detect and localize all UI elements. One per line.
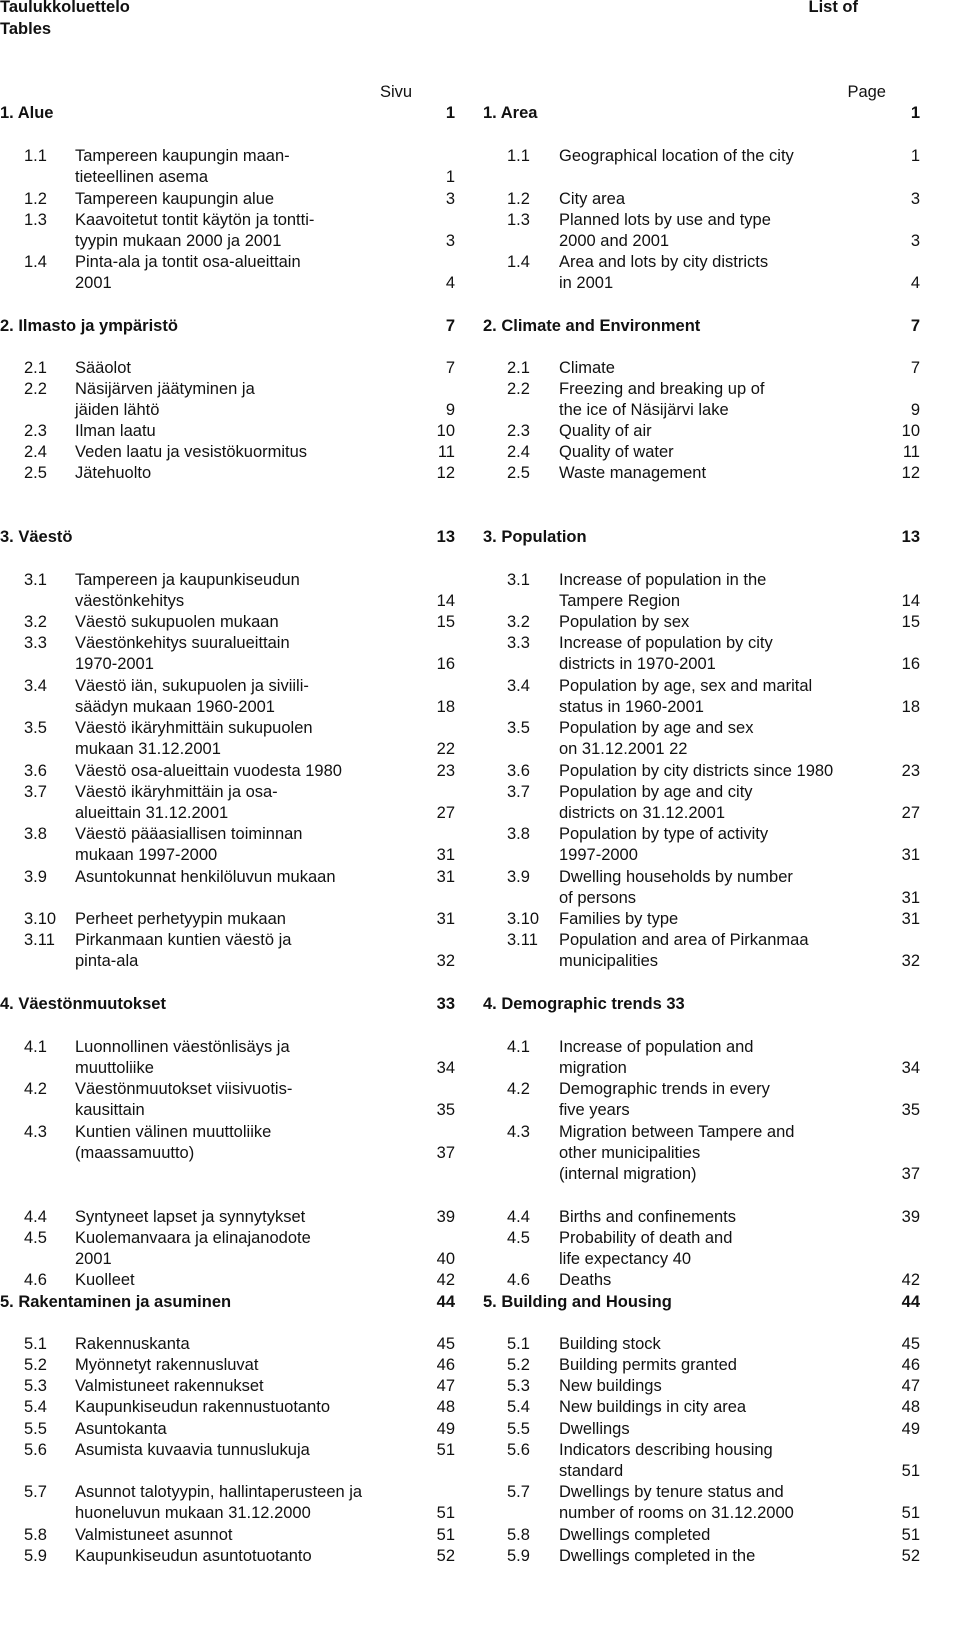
entry-page: 16 bbox=[436, 655, 455, 674]
entry-page: 23 bbox=[901, 762, 920, 780]
entry-page: 23 bbox=[436, 762, 455, 780]
entry-title: Ilman laatu bbox=[75, 422, 156, 440]
entry-title: Valmistuneet rakennukset bbox=[75, 1377, 264, 1395]
section-page: 7 bbox=[910, 317, 920, 335]
entry-title: säädyn mukaan 1960-2001 bbox=[75, 698, 275, 717]
entry-page: 46 bbox=[436, 1356, 455, 1374]
entry-title: Dwellings completed bbox=[559, 1526, 711, 1544]
english-column bbox=[480, 0, 960, 1633]
entry-number: 5.8 bbox=[24, 1526, 47, 1544]
entry-page: 39 bbox=[436, 1208, 455, 1226]
entry-title: Pinta-ala ja tontit osa-alueittain bbox=[75, 253, 301, 271]
entry-title: Väestönmuutokset viisivuotis- bbox=[75, 1080, 293, 1098]
entry-page: 3 bbox=[445, 190, 455, 208]
entry-page: 52 bbox=[901, 1547, 920, 1565]
entry-page: 3 bbox=[445, 232, 455, 251]
entry-title: five years bbox=[559, 1101, 630, 1120]
entry-page: 34 bbox=[436, 1059, 455, 1078]
section-page: 13 bbox=[901, 528, 920, 546]
entry-page: 31 bbox=[901, 846, 920, 865]
entry-title: Väestö ikäryhmittäin sukupuolen bbox=[75, 719, 313, 737]
section-title: 1. Alue bbox=[0, 104, 54, 122]
entry-number: 1.1 bbox=[507, 147, 530, 165]
entry-number: 5.2 bbox=[507, 1356, 530, 1374]
entry-page: 51 bbox=[901, 1504, 920, 1523]
entry-page: 52 bbox=[436, 1547, 455, 1565]
section-title: 2. Climate and Environment bbox=[483, 317, 701, 335]
entry-number: 4.3 bbox=[507, 1123, 530, 1141]
section-title: 3. Väestö bbox=[0, 528, 73, 546]
section-page: 1 bbox=[910, 104, 920, 122]
section-page: 44 bbox=[901, 1293, 920, 1311]
entry-page: 49 bbox=[901, 1420, 920, 1438]
entry-title: Population by age and sex bbox=[559, 719, 754, 737]
entry-title: Deaths bbox=[559, 1271, 612, 1289]
entry-title: Väestö ikäryhmittäin ja osa- bbox=[75, 783, 278, 801]
entry-title: municipalities bbox=[559, 952, 659, 971]
entry-number: 4.5 bbox=[24, 1229, 47, 1247]
entry-number: 4.6 bbox=[507, 1271, 530, 1289]
entry-title: Tampere Region bbox=[559, 592, 681, 611]
entry-title: Tampereen kaupungin maan- bbox=[75, 147, 290, 165]
entry-title: Luonnollinen väestönlisäys ja bbox=[75, 1038, 290, 1056]
section-title: 5. Building and Housing bbox=[483, 1293, 672, 1311]
entry-number: 3.8 bbox=[507, 825, 530, 843]
page-label-en: Page bbox=[847, 83, 886, 101]
entry-title: New buildings bbox=[559, 1377, 662, 1395]
entry-number: 3.6 bbox=[24, 762, 47, 780]
entry-title: Väestö iän, sukupuolen ja siviili- bbox=[75, 677, 309, 695]
entry-page: 4 bbox=[910, 274, 920, 293]
entry-title: Population by sex bbox=[559, 613, 690, 631]
entry-number: 5.3 bbox=[24, 1377, 47, 1395]
entry-title: Waste management bbox=[559, 464, 707, 482]
entry-title: kausittain bbox=[75, 1101, 145, 1120]
entry-number: 4.4 bbox=[24, 1208, 47, 1226]
entry-number: 5.1 bbox=[507, 1335, 530, 1353]
entry-number: 5.6 bbox=[24, 1441, 47, 1459]
entry-title: Demographic trends in every bbox=[559, 1080, 770, 1098]
entry-title: Population by age, sex and marital bbox=[559, 677, 813, 695]
page-label-fi: Sivu bbox=[380, 83, 413, 101]
entry-number: 2.1 bbox=[24, 359, 47, 377]
entry-number: 1.2 bbox=[24, 190, 47, 208]
entry-title: Population by city districts since 1980 bbox=[559, 762, 834, 780]
title-fi-line2: Tables bbox=[0, 20, 52, 38]
entry-title: Väestönkehitys suuralueittain bbox=[75, 634, 290, 652]
entry-page: 46 bbox=[901, 1356, 920, 1374]
entry-title: Myönnetyt rakennusluvat bbox=[75, 1356, 259, 1374]
section-page: 44 bbox=[436, 1293, 455, 1311]
section-title: 5. Rakentaminen ja asuminen bbox=[0, 1293, 232, 1311]
entry-page: 42 bbox=[436, 1271, 455, 1289]
entry-number: 4.5 bbox=[507, 1229, 530, 1247]
entry-page: 14 bbox=[901, 592, 920, 611]
entry-page: 12 bbox=[901, 464, 920, 482]
entry-title: on 31.12.2001 22 bbox=[559, 740, 688, 759]
entry-page: 31 bbox=[436, 868, 455, 886]
entry-page: 4 bbox=[445, 274, 455, 293]
entry-number: 5.3 bbox=[507, 1377, 530, 1395]
entry-title: Jätehuolto bbox=[75, 464, 152, 482]
entry-title: status in 1960-2001 bbox=[559, 698, 704, 717]
entry-number: 1.2 bbox=[507, 190, 530, 208]
entry-number: 2.1 bbox=[507, 359, 530, 377]
entry-page: 15 bbox=[901, 613, 920, 631]
entry-page: 40 bbox=[436, 1250, 455, 1269]
entry-number: 4.6 bbox=[24, 1271, 47, 1289]
entry-number: 4.2 bbox=[24, 1080, 47, 1098]
entry-number: 1.3 bbox=[24, 211, 47, 229]
entry-title: Kaupunkiseudun rakennustuotanto bbox=[75, 1398, 331, 1416]
entry-number: 2.4 bbox=[507, 443, 530, 461]
entry-title: Geographical location of the city bbox=[559, 147, 794, 165]
entry-title: Väestö pääasiallisen toiminnan bbox=[75, 825, 303, 843]
entry-number: 2.2 bbox=[507, 380, 530, 398]
entry-title: Births and confinements bbox=[559, 1208, 737, 1226]
entry-page: 51 bbox=[436, 1504, 455, 1523]
entry-number: 5.7 bbox=[24, 1483, 47, 1501]
entry-number: 3.4 bbox=[507, 677, 530, 695]
section-title: 3. Population bbox=[483, 528, 587, 546]
entry-number: 3.8 bbox=[24, 825, 47, 843]
entry-page: 1 bbox=[445, 168, 455, 187]
entry-number: 5.7 bbox=[507, 1483, 530, 1501]
section-page: 7 bbox=[445, 317, 455, 335]
entry-page: 45 bbox=[901, 1335, 920, 1353]
entry-number: 5.9 bbox=[507, 1547, 530, 1565]
entry-title: of persons bbox=[559, 889, 637, 908]
entry-title: muuttoliike bbox=[75, 1059, 154, 1078]
entry-title: migration bbox=[559, 1059, 627, 1078]
entry-title: Asunnot talotyypin, hallintaperusteen ja bbox=[75, 1483, 363, 1501]
entry-number: 4.1 bbox=[507, 1038, 530, 1056]
entry-title: number of rooms on 31.12.2000 bbox=[559, 1504, 794, 1523]
entry-page: 31 bbox=[901, 889, 920, 908]
entry-number: 2.2 bbox=[24, 380, 47, 398]
entry-title: Pirkanmaan kuntien väestö ja bbox=[75, 931, 292, 949]
entry-title: Migration between Tampere and bbox=[559, 1123, 795, 1141]
entry-title: Quality of water bbox=[559, 443, 674, 461]
entry-number: 3.11 bbox=[24, 931, 55, 949]
entry-title: Dwellings bbox=[559, 1420, 630, 1438]
entry-title: 1997-2000 bbox=[559, 846, 638, 865]
entry-title: jäiden lähtö bbox=[75, 401, 160, 420]
entry-title: Väestö sukupuolen mukaan bbox=[75, 613, 279, 631]
entry-title: väestönkehitys bbox=[75, 592, 185, 611]
entry-title: Dwellings completed in the bbox=[559, 1547, 756, 1565]
entry-number: 3.10 bbox=[24, 910, 57, 928]
entry-title: 2000 and 2001 bbox=[559, 232, 670, 251]
entry-number: 3.1 bbox=[507, 571, 530, 589]
entry-page: 31 bbox=[901, 910, 920, 928]
entry-page: 37 bbox=[436, 1144, 455, 1163]
entry-title: Asuntokanta bbox=[75, 1420, 167, 1438]
entry-number: 3.6 bbox=[507, 762, 530, 780]
entry-number: 1.3 bbox=[507, 211, 530, 229]
entry-title: tyypin mukaan 2000 ja 2001 bbox=[75, 232, 282, 251]
entry-title: pinta-ala bbox=[75, 952, 139, 971]
entry-title: Dwelling households by number bbox=[559, 868, 793, 886]
entry-title: Tampereen kaupungin alue bbox=[75, 190, 275, 208]
entry-number: 2.5 bbox=[507, 464, 530, 482]
entry-title: Indicators describing housing bbox=[559, 1441, 773, 1459]
entry-page: 18 bbox=[436, 698, 455, 717]
entry-title: Kuolemanvaara ja elinajanodote bbox=[75, 1229, 311, 1247]
entry-number: 3.4 bbox=[24, 677, 47, 695]
title-fi: Taulukkoluettelo bbox=[0, 0, 130, 16]
entry-page: 31 bbox=[436, 846, 455, 865]
entry-title: Increase of population by city bbox=[559, 634, 773, 652]
entry-title: the ice of Näsijärvi lake bbox=[559, 401, 729, 420]
entry-page: 18 bbox=[901, 698, 920, 717]
entry-title: Climate bbox=[559, 359, 615, 377]
entry-page: 7 bbox=[445, 359, 455, 377]
entry-number: 4.3 bbox=[24, 1123, 47, 1141]
entry-title: districts in 1970-2001 bbox=[559, 655, 716, 674]
entry-title: Dwellings by tenure status and bbox=[559, 1483, 784, 1501]
entry-title: alueittain 31.12.2001 bbox=[75, 804, 229, 823]
entry-page: 3 bbox=[910, 190, 920, 208]
entry-page: 22 bbox=[436, 740, 455, 759]
entry-number: 1.4 bbox=[24, 253, 47, 271]
entry-page: 51 bbox=[901, 1526, 920, 1544]
section-page: 1 bbox=[445, 104, 455, 122]
entry-title: tieteellinen asema bbox=[75, 168, 208, 187]
entry-page: 48 bbox=[901, 1398, 920, 1416]
entry-title: huoneluvun mukaan 31.12.2000 bbox=[75, 1504, 311, 1523]
entry-title: Asumista kuvaavia tunnuslukuja bbox=[75, 1441, 310, 1459]
entry-title: Tampereen ja kaupunkiseudun bbox=[75, 571, 300, 589]
entry-number: 3.10 bbox=[507, 910, 540, 928]
entry-title: mukaan 1997-2000 bbox=[75, 846, 218, 865]
entry-page: 9 bbox=[910, 401, 920, 420]
entry-title: Väestö osa-alueittain vuodesta 1980 bbox=[75, 762, 342, 780]
entry-page: 16 bbox=[901, 655, 920, 674]
entry-page: 10 bbox=[436, 422, 455, 440]
entry-page: 37 bbox=[901, 1165, 920, 1184]
section-page: 33 bbox=[436, 995, 455, 1013]
entry-number: 3.1 bbox=[24, 571, 47, 589]
entry-number: 4.4 bbox=[507, 1208, 530, 1226]
entry-title: Kuolleet bbox=[75, 1271, 135, 1289]
entry-title: in 2001 bbox=[559, 274, 614, 293]
entry-page: 35 bbox=[901, 1101, 920, 1120]
entry-title: Rakennuskanta bbox=[75, 1335, 190, 1353]
entry-title: districts on 31.12.2001 bbox=[559, 804, 726, 823]
entry-number: 3.11 bbox=[507, 931, 538, 949]
entry-page: 47 bbox=[901, 1377, 920, 1395]
entry-title: Increase of population and bbox=[559, 1038, 754, 1056]
section-title: 2. Ilmasto ja ympäristö bbox=[0, 317, 178, 335]
entry-page: 32 bbox=[901, 952, 920, 971]
entry-number: 3.3 bbox=[507, 634, 530, 652]
entry-title: New buildings in city area bbox=[559, 1398, 747, 1416]
entry-number: 3.2 bbox=[507, 613, 530, 631]
entry-number: 5.2 bbox=[24, 1356, 47, 1374]
entry-number: 2.3 bbox=[507, 422, 530, 440]
entry-number: 1.1 bbox=[24, 147, 47, 165]
entry-page: 11 bbox=[902, 443, 920, 461]
entry-page: 35 bbox=[436, 1101, 455, 1120]
entry-page: 9 bbox=[445, 401, 455, 420]
entry-page: 1 bbox=[910, 147, 920, 165]
entry-title: Population by age and city bbox=[559, 783, 753, 801]
entry-title: Population and area of Pirkanmaa bbox=[559, 931, 809, 949]
entry-number: 2.4 bbox=[24, 443, 47, 461]
entry-page: 39 bbox=[901, 1208, 920, 1226]
entry-title: City area bbox=[559, 190, 626, 208]
entry-number: 5.4 bbox=[507, 1398, 530, 1416]
entry-number: 3.5 bbox=[507, 719, 530, 737]
entry-title: Increase of population in the bbox=[559, 571, 767, 589]
entry-number: 5.9 bbox=[24, 1547, 47, 1565]
entry-title: Building stock bbox=[559, 1335, 661, 1353]
entry-title: Building permits granted bbox=[559, 1356, 737, 1374]
entry-title: Freezing and breaking up of bbox=[559, 380, 765, 398]
entry-page: 10 bbox=[901, 422, 920, 440]
entry-title: Kaavoitetut tontit käytön ja tontti- bbox=[75, 211, 315, 229]
entry-number: 2.5 bbox=[24, 464, 47, 482]
entry-page: 51 bbox=[901, 1462, 920, 1481]
entry-number: 1.4 bbox=[507, 253, 530, 271]
entry-number: 5.5 bbox=[24, 1420, 47, 1438]
entry-title: 1970-2001 bbox=[75, 655, 154, 674]
section-page: 13 bbox=[436, 528, 455, 546]
entry-number: 5.4 bbox=[24, 1398, 47, 1416]
entry-number: 5.1 bbox=[24, 1335, 47, 1353]
entry-page: 3 bbox=[910, 232, 920, 251]
entry-page: 14 bbox=[436, 592, 455, 611]
entry-title: 2001 bbox=[75, 1250, 112, 1269]
entry-number: 5.6 bbox=[507, 1441, 530, 1459]
entry-title: life expectancy 40 bbox=[559, 1250, 692, 1269]
entry-number: 4.1 bbox=[24, 1038, 47, 1056]
entry-title: mukaan 31.12.2001 bbox=[75, 740, 221, 759]
entry-number: 5.5 bbox=[507, 1420, 530, 1438]
entry-page: 15 bbox=[436, 613, 455, 631]
section-title: 4. Väestönmuutokset bbox=[0, 995, 166, 1013]
entry-title: (maassamuutto) bbox=[75, 1144, 195, 1163]
entry-number: 3.5 bbox=[24, 719, 47, 737]
entry-title: Valmistuneet asunnot bbox=[75, 1526, 233, 1544]
entry-page: 27 bbox=[901, 804, 920, 823]
entry-page: 51 bbox=[436, 1526, 455, 1544]
entry-page: 34 bbox=[901, 1059, 920, 1078]
entry-title: Population by type of activity bbox=[559, 825, 769, 843]
entry-page: 45 bbox=[436, 1335, 455, 1353]
entry-number: 3.7 bbox=[507, 783, 530, 801]
entry-title: Kuntien välinen muuttoliike bbox=[75, 1123, 272, 1141]
entry-title: Area and lots by city districts bbox=[559, 253, 769, 271]
entry-title: Probability of death and bbox=[559, 1229, 733, 1247]
entry-title: Perheet perhetyypin mukaan bbox=[75, 910, 286, 928]
entry-title: Syntyneet lapset ja synnytykset bbox=[75, 1208, 306, 1226]
entry-number: 4.2 bbox=[507, 1080, 530, 1098]
entry-page: 31 bbox=[436, 910, 455, 928]
entry-page: 32 bbox=[436, 952, 455, 971]
entry-title: standard bbox=[559, 1462, 624, 1481]
entry-title: Kaupunkiseudun asuntotuotanto bbox=[75, 1547, 312, 1565]
section-title: 4. Demographic trends 33 bbox=[483, 995, 685, 1013]
entry-number: 3.7 bbox=[24, 783, 47, 801]
entry-page: 11 bbox=[437, 443, 455, 461]
entry-title: 2001 bbox=[75, 274, 112, 293]
entry-number: 3.9 bbox=[507, 868, 530, 886]
entry-page: 51 bbox=[436, 1441, 455, 1459]
entry-number: 3.2 bbox=[24, 613, 47, 631]
section-title: 1. Area bbox=[483, 104, 538, 122]
entry-title: Families by type bbox=[559, 910, 679, 928]
entry-page: 12 bbox=[436, 464, 455, 482]
title-en: List of bbox=[808, 0, 858, 16]
entry-page: 27 bbox=[436, 804, 455, 823]
entry-number: 3.9 bbox=[24, 868, 47, 886]
entry-number: 5.8 bbox=[507, 1526, 530, 1544]
entry-title: Quality of air bbox=[559, 422, 652, 440]
entry-title: (internal migration) bbox=[559, 1165, 697, 1184]
entry-page: 42 bbox=[901, 1271, 920, 1289]
entry-title: Sääolot bbox=[75, 359, 131, 377]
entry-title: Asuntokunnat henkilöluvun mukaan bbox=[75, 868, 336, 886]
entry-title: other municipalities bbox=[559, 1144, 701, 1163]
entry-title: Veden laatu ja vesistökuormitus bbox=[75, 443, 308, 461]
entry-page: 7 bbox=[910, 359, 920, 377]
entry-page: 48 bbox=[436, 1398, 455, 1416]
entry-page: 47 bbox=[436, 1377, 455, 1395]
entry-title: Planned lots by use and type bbox=[559, 211, 771, 229]
entry-page: 49 bbox=[436, 1420, 455, 1438]
entry-number: 3.3 bbox=[24, 634, 47, 652]
entry-title: Näsijärven jäätyminen ja bbox=[75, 380, 255, 398]
entry-number: 2.3 bbox=[24, 422, 47, 440]
